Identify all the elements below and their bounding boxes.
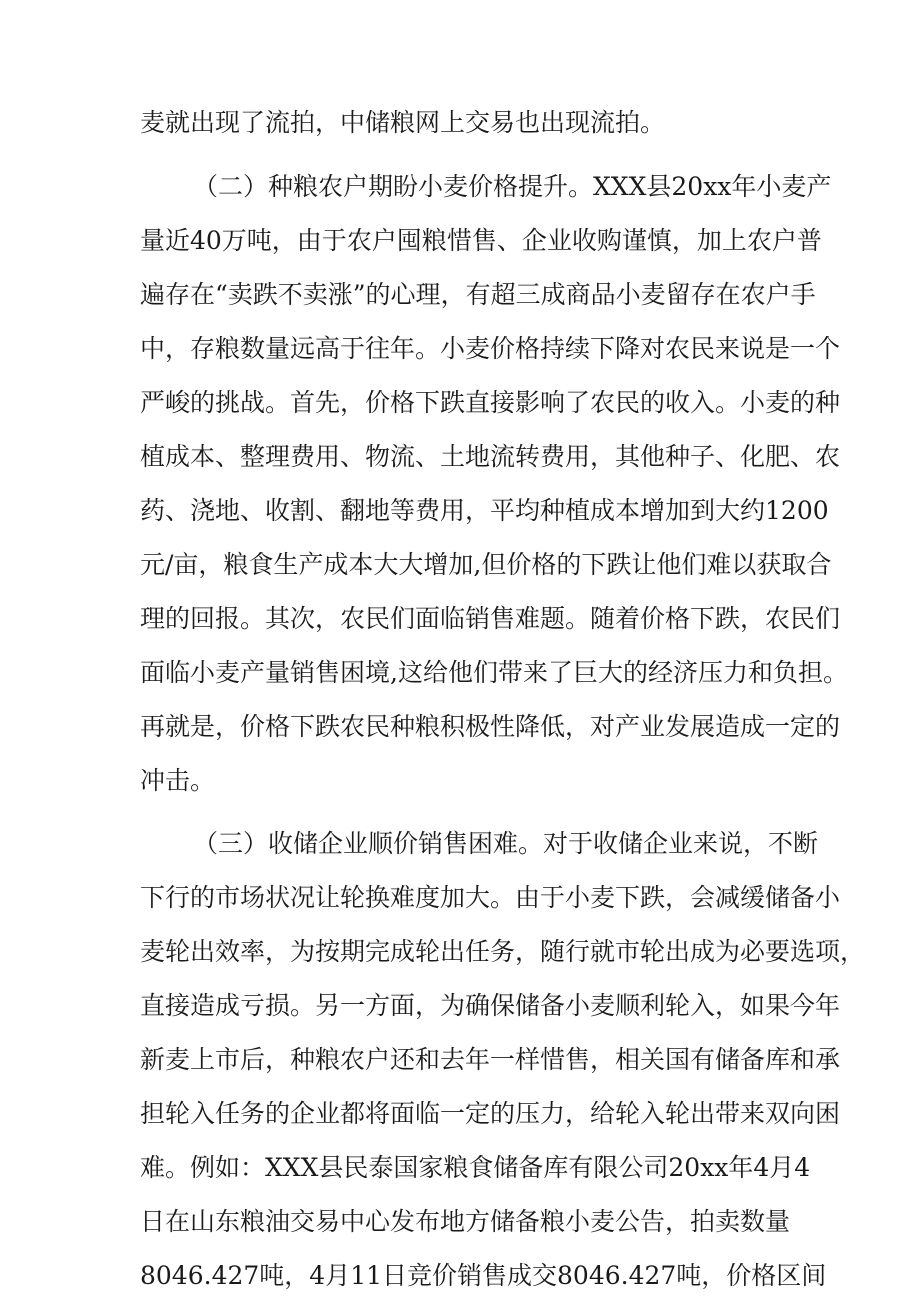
text-line-3: 量近40万吨，由于农户囤粮惜售、企业收购谨慎，加上农户普 [140,226,822,255]
text-line-4: 遍存在“卖跌不卖涨”的心理，有超三成商品小麦留存在农户手 [140,280,816,309]
text-line-11: 面临小麦产量销售困境,这给他们带来了巨大的经济压力和负担。 [140,658,848,687]
text-line-8: 药、浇地、收割、翻地等费用，平均种植成本增加到大约1200 [140,496,829,525]
text-line-7: 植成本、整理费用、物流、土地流转费用，其他种子、化肥、农 [140,442,841,471]
text-line-22: 8046.427吨，4月11日竞价销售成交8046.427吨，价格区间 [140,1261,827,1290]
text-line-14: （三）收储企业顺价销售困难。对于收储企业来说，不断 [193,829,819,858]
text-line-15: 下行的市场状况让轮换难度加大。由于小麦下跌，会减缓储备小 [140,883,841,912]
text-line-10: 理的回报。其次，农民们面临销售难题。随着价格下跌，农民们 [140,604,841,633]
text-line-16: 麦轮出效率，为按期完成轮出任务，随行就市轮出成为必要选项， [140,937,866,966]
text-line-12: 再就是，价格下跌农民种粮积极性降低，对产业发展造成一定的 [140,712,841,741]
text-line-9: 元/亩，粮食生产成本大大增加,但价格的下跌让他们难以获取合 [140,550,832,579]
text-line-17: 直接造成亏损。另一方面，为确保储备小麦顺利轮入，如果今年 [140,991,841,1020]
text-line-2: （二）种粮农户期盼小麦价格提升。XXX县20xx年小麦产 [193,172,832,201]
text-line-20: 难。例如：XXX县民泰国家粮食储备库有限公司20xx年4月4 [140,1153,811,1182]
text-line-13: 冲击。 [140,766,216,795]
text-line-21: 日在山东粮油交易中心发布地方储备粮小麦公告，拍卖数量 [140,1207,791,1236]
text-line-19: 担轮入任务的企业都将面临一定的压力，给轮入轮出带来双向困 [140,1099,841,1128]
text-line-5: 中，存粮数量远高于往年。小麦价格持续下降对农民来说是一个 [140,334,841,363]
text-line-1: 麦就出现了流拍，中储粮网上交易也出现流拍。 [140,108,666,137]
text-line-18: 新麦上市后，种粮农户还和去年一样惜售，相关国有储备库和承 [140,1045,841,1074]
text-line-6: 严峻的挑战。首先，价格下跌直接影响了农民的收入。小麦的种 [140,388,841,417]
